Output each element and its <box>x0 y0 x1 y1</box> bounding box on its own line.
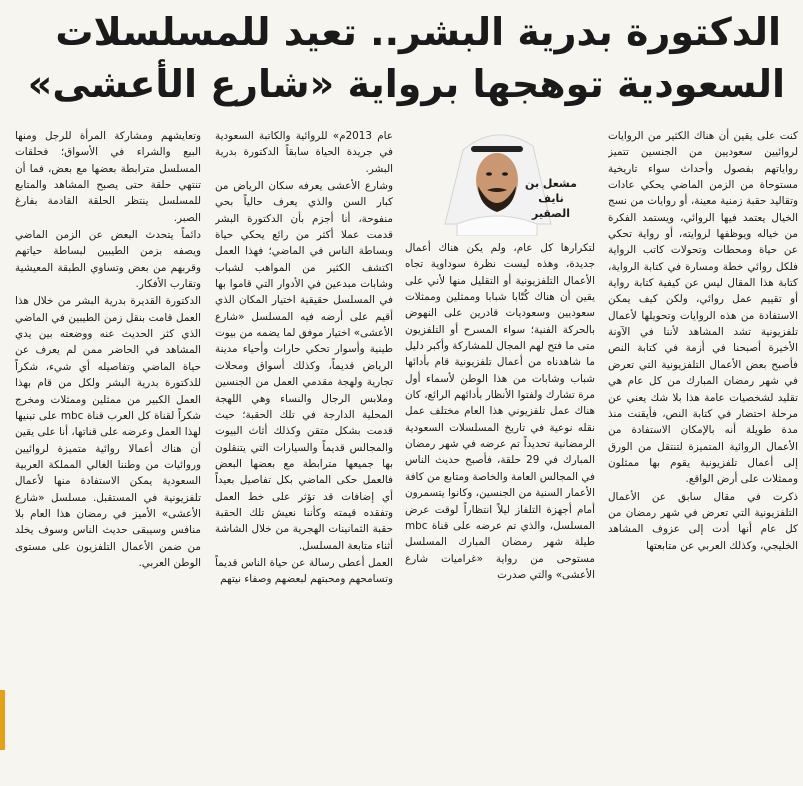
column-3 <box>215 128 393 778</box>
paragraph: ذكرت في مقال سابق عن الأعمال التلفزيونية التي تعرض في شهر رمضان من كل عام أنها أدت إلى عزوف المشاهد الخليجي، وكذلك العربي عن متابعتها <box>608 490 798 552</box>
paragraph: العمل أعطى رسالة عن حياة الناس قديماً وتسامحهم ومحبتهم لبعضهم وصفاء نيتهم <box>215 556 393 586</box>
paragraph: وشارع الأعشى يعرفه سكان الرياض من كبار السن والذي يعرف حالياً بحي منفوحة، أنا أجزم بأن الدكتورة البشر قدمت عملا أكثر من رائع يحكي حياة وبساطة الناس في الماضي؛ فهذا العمل اكتشف الكثير من المواهب لشباب وشابات مبدعين في الأدوار التي قاموا بها في المسلسل حقيقية اختيار المكان الذي أقيم على أرضه فيه المسلسل «شارع الأعشى» اختيار موفق لما يضمه من بيوت طينية وأسوار تحكي حارات وأحياء مدينة الرياض قديماً، وكذلك أسواق ومحلات تجارية ولهجة مقدمي العمل من الجنسين وملابس الرجال والنساء وهي اللهجة المحلية الدارجة في تلك الحقبة؛ حيث قدمت بشكل متقن وكذلك أثاث البيوت والمجالس قديماً والسيارات التي يتنقلون بها جميعها مترابطة مع بعضها البعض فالعمل حكى الماضي بكل تفاصيل بعيداً أي إضافات قد تؤثر على خط العمل وتفقده قيمته وكأننا نعيش تلك الحقبة حقبة الثمانينات الهجرية من خلال الشاشة أثناء متابعة المسلسل. <box>215 180 393 552</box>
paragraph: الدكتورة القديرة بدرية البشر من خلال هذا العمل قامت بنقل زمن الطيبين في الماضي الذي كثر الحديث عنه ووضعته بين يدي المشاهد في الحاضر ممن لم يعرف عن حياة الماضي وتفاصيله أي شيء، شكراً للدكتورة بدرية البشر ولكل من قام بهذا العمل الكبير من ممثلين وممثلات ومخرج شكراً لقناة كل العرب قناة mbc على تبنيها لهذا العمل وعرضه على قناتها، أنا على يقين أن هناك أعمالا روائية متميزة لروائيين وروائيات من وطننا الغالي المملكة العربية السعودية يمكن الاستفادة منها لأعمال تلفزيونية في المستقبل. مسلسل «شارع الأعشى» الأميز في رمضان هذا العام بلا منافس وسيبقى حديث الناس وسوف يخلد من ضمن الأعمال التلفزيون على مستوى الوطن العربي. <box>15 295 201 569</box>
article-body <box>8 128 798 778</box>
author-last-name: الصقير <box>532 207 570 220</box>
column-2 <box>405 128 595 778</box>
paragraph: وتعايشهم ومشاركة المرأة للرجل ومنها البيع والشراء في الأسواق؛ فحلقات المسلسل مترابطة بعضها مع بعض، فما أن تنتهي حلقة حتى يصبح المشاهد والمتابع للمسلسل ينتظر الحلقة القادمة بفارغ الصبر. <box>15 130 201 224</box>
paragraph: عام 2013م» للروائية والكاتبة السعودية في جريدة الحياة سابقاً الدكتورة بدرية البشر. <box>215 130 393 175</box>
headline-line-1: الدكتورة بدرية البشر.. تعيد للمسلسلات <box>55 10 781 54</box>
page-edge-accent <box>0 690 5 750</box>
column-4 <box>15 128 201 778</box>
paragraph: كنت على يقين أن هناك الكثير من الروايات لروائيين سعوديين من الجنسين تتميز رواياتهم بفصول وأحداث سواء تاريخية مستوحاة من الزمن الماضي يحكي عادات وتقاليد حقبة زمنية معينة، أو روايات من نسج الخيال يعتمد فيها الروائي، ويستمد الفكرة من خياله ويوظفها لروايته، أو رواية تحكي عن حياة ومحطات وتحولات كاتب الرواية فلكل روائي خطة ومسارة في كتابة الرواية، كتابة هذا المقال ليس عن كيفية كتابة رواية أو تقييم عمل روائي، ولكن كيف يمكن الاستفادة من هذه الروايات وتحويلها لأعمال تلفزيونية تشد المشاهد لأننا في الآونة الأخيرة أصبحنا في أزمة في كتابة النص فأصبح بعض الأعمال التلفزيونية التي تعرض في شهر رمضان المبارك من كل عام هي تقليد لشخصيات عامة هذا بلا شك يعني عن مرحلة احتضار في كتابة النص، فأيقنت منذ مدة طويلة أنه بالإمكان الاستفادة من الأعمال الروائية المتميزة لتنتقل من الورق إلى أعمال تلفزيونية يقوم بها ممثلون وممثلات على أرض الواقع. <box>608 130 798 486</box>
headline <box>5 6 785 110</box>
column-1 <box>608 128 798 778</box>
author-first-name: مشعل بن نايف <box>525 177 577 205</box>
headline-line-2: السعودية توهجها برواية «شارع الأعشى» <box>27 62 785 106</box>
paragraph: لتكرارها كل عام، ولم يكن هناك أعمال جديدة، وهذه ليست نظرة سوداوية تجاه الأعمال التلفزيونية أو التقليل منها لأني على يقين أن هناك كُتّابا شبابا وممثلين وممثلات سعوديين وسعوديات قادرين على النهوض بالحركة الفنية؛ سواء المسرح أو التلفزيون متى ما فتح لهم المجال للمشاركة وأكبر دليل ما شاهدناه من أعمال تلفزيونية قام بأدائها شباب وشابات من هذا الوطن لأسماء أول مرة تشارك ولفتوا الأنظار بأدائهم الرائع، كان هناك عمل تلفزيوني هذا العام مختلف عمل نقله نوعية في تاريخ المسلسلات السعودية الرمضانية تحديداً تم عرضه في شهر رمضان المبارك في 29 حلقة، فأصبح حديث الناس في المجالس العامة والخاصة ومتابع من كافة الأعمار السنية من الجنسين، وكانوا يتسمرون أمام أجهزة التلفاز ليلاً انتظاراً لوقت عرض المسلسل، والذي تم عرضه على قناة mbc طيلة شهر رمضان المبارك المسلسل مستوحى من رواية «غراميات شارع الأعشى» والتي صدرت <box>405 242 595 581</box>
paragraph: دائماً يتحدث البعض عن الزمن الماضي ويصفه بزمن الطيبين لبساطة حياتهم وقربهم من بعض وتساوي الطبقة المعيشية وتقارب الأفكار. <box>15 229 201 291</box>
